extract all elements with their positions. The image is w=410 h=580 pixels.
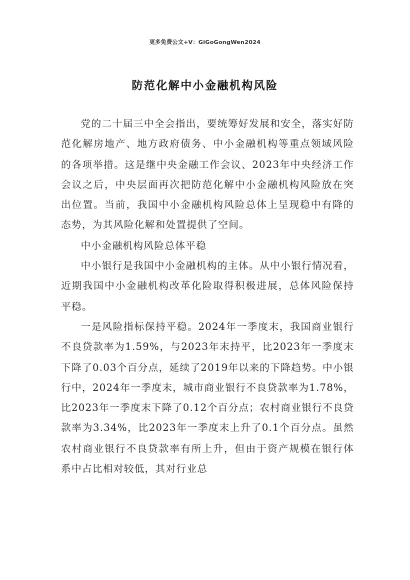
header-note: 更多免费公文+V：GiGoGongWen2024: [149, 40, 261, 46]
section-heading: 中小金融机构风险总体平稳: [80, 240, 207, 252]
paragraph-intro: 党的二十届三中全会指出，要统筹好发展和安全，落实好防范化解房地产、地方政府债务、中小金融机构等重点领域风险的各项举措。这是继中央金融工作会议、2023年中央经济工作会议之后，中央层面再次把防范化解中小金融机构风险放在突出位置。当前，我国中小金融机构风险总体上呈现稳中有降的态势，为其风险化解和处置提供了空间。: [61, 119, 354, 232]
document-title: 防范化解中小金融机构风险: [131, 79, 279, 92]
document-body: [61, 115, 354, 480]
paragraph-overview: 中小银行是我国中小金融机构的主体。从中小银行情况看，近期我国中小金融机构改革化险取得积极进展，总体风险保持平稳。: [61, 261, 354, 313]
paragraph-risk-indicators: 一是风险指标保持平稳。2024年一季度末，我国商业银行不良贷款率为1.59%，与2023年末持平，比2023年一季度末下降了0.03个百分点，延续了2019年以来的下降趋势。中小银行中，2024年一季度末，城市商业银行不良贷款率为1.78%，比2023年一季度末下降了0.12个百分点；农村商业银行不良贷款率为3.34%，比2023年一季度末上升了0.1个百分点。虽然农村商业银行不良贷款率有所上升，但由于资产规模在银行体系中占比相对较低，其对行业总: [61, 321, 354, 476]
